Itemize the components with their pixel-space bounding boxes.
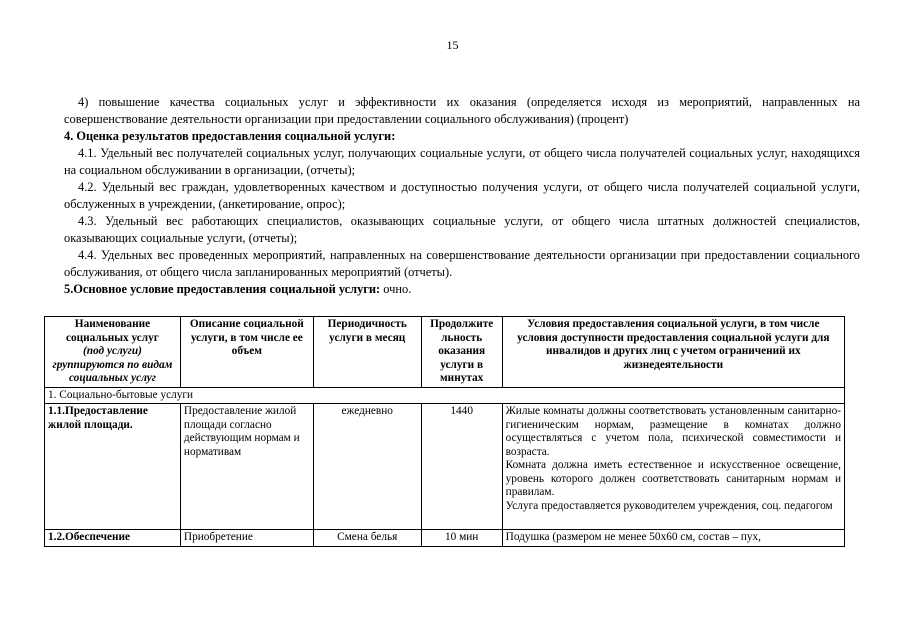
condition-line: Услуга предоставляется руководителем учреждения, соц. педагогом	[505, 499, 833, 512]
paragraph-4-4: 4.4. Удельных вес проведенных мероприятий, направленных на совершенствование деятельности организации при предоставлении социального обслуживания, от общего числа запланированных мероприятий (отчеты).	[64, 248, 860, 279]
page-number: 15	[446, 38, 459, 52]
condition-line: Комната должна иметь естественное и искусственное освещение, уровень которого должен соответствовать санитарным нормам и правилам.	[505, 459, 841, 498]
service-description: Приобретение	[180, 530, 313, 547]
header-description: Описание социальной услуги, в том числе ее объем	[180, 317, 313, 388]
header-conditions: Условия предоставления социальной услуги, в том числе условия доступности предоставления социальной услуги для инвалидов и других лиц с учетом ограничений их жизнедеятельности	[502, 317, 844, 388]
header-service-name	[45, 317, 181, 388]
service-name: 1.1.Предоставление жилой площади.	[45, 404, 181, 530]
table-row	[45, 530, 845, 547]
paragraph-4: 4) повышение качества социальных услуг и эффективности их оказания (определяется исходя из мероприятий, направленных на совершенствование деятельности организации при предоставлении социального обслуживания) (процент)	[64, 95, 860, 126]
section-heading-5-text: 5.Основное условие предоставления социальной услуги:	[64, 282, 381, 296]
table-header-row	[45, 317, 845, 388]
paragraph-4-2: 4.2. Удельный вес граждан, удовлетворенных качеством и доступностью получения услуги, от общего числа получателей социальной услуги, обслуженных в учреждении, (анкетирование, опрос);	[64, 180, 860, 211]
table-row	[45, 404, 845, 530]
section-heading-5	[64, 281, 860, 298]
service-periodicity: Смена белья	[313, 530, 421, 547]
section-heading-5-value: очно.	[380, 282, 412, 296]
condition-line: Подушка (размером не менее 50х60 см, состав – пух,	[505, 531, 761, 543]
section-heading-4: 4. Оценка результатов предоставления социальной услуги:	[64, 129, 396, 143]
paragraph-4-1: 4.1. Удельный вес получателей социальных услуг, получающих социальные услуги, от общего числа получателей социальных услуг, находящихся на социальном обслуживании в организации, (отчеты);	[64, 146, 860, 177]
section-label: 1. Социально-бытовые услуги	[45, 387, 845, 404]
service-conditions	[502, 530, 844, 547]
service-conditions	[502, 404, 844, 530]
service-description: Предоставление жилой площади согласно действующим нормам и нормативам	[180, 404, 313, 530]
header-service-name-note: (под услуги) группируются по видам социальных услуг	[52, 345, 173, 384]
header-periodicity: Периодичность услуги в месяц	[313, 317, 421, 388]
service-periodicity: ежедневно	[313, 404, 421, 530]
document-body	[64, 94, 860, 298]
header-duration: Продолжите льность оказания услуги в минутах	[421, 317, 502, 388]
paragraph-4-3: 4.3. Удельный вес работающих специалистов, оказывающих социальные услуги, от общего числа штатных должностей специалистов, оказывающих социальные услуги, (отчеты);	[64, 214, 860, 245]
header-service-name-main: Наименование социальных услуг	[65, 318, 159, 344]
condition-line: Жилые комнаты должны соответствовать установленным санитарно-гигиеническим нормам, размещение в комнатах должно осуществляться с учетом пола, психической совместимости и возраста.	[505, 405, 841, 458]
service-duration: 10 мин	[421, 530, 502, 547]
section-row	[45, 387, 845, 404]
service-name: 1.2.Обеспечение	[45, 530, 181, 547]
services-table	[44, 316, 845, 547]
service-duration: 1440	[421, 404, 502, 530]
